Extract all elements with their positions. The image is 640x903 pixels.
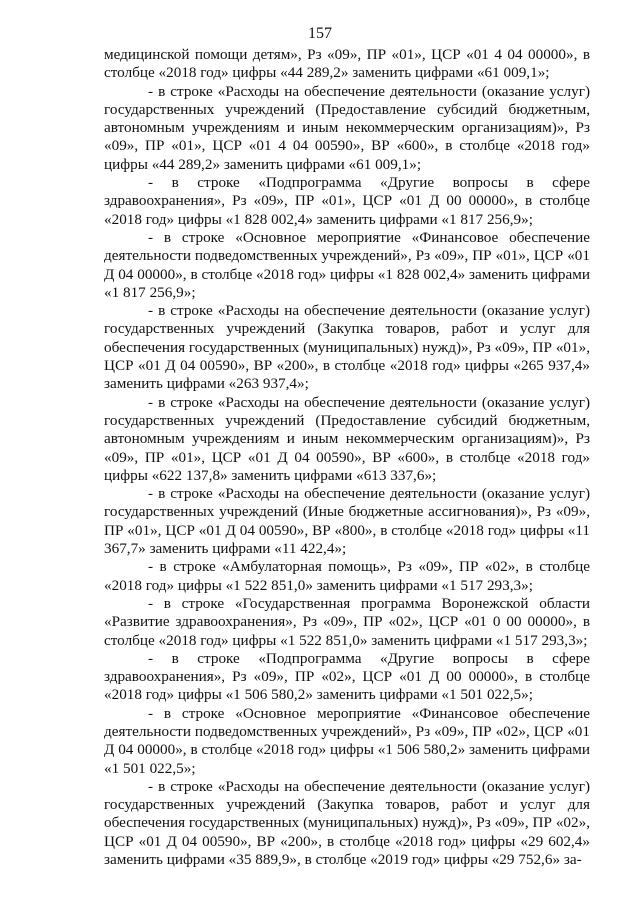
document-body <box>104 46 590 869</box>
paragraph-continuation: медицинской помощи детям», Рз «09», ПР «01», ЦСР «01 4 04 00000», в столбце «2018 год» цифры «44 289,2» заменить цифрами «61 009,1»; <box>104 46 590 82</box>
paragraph-line-item: - в строке «Амбулаторная помощь», Рз «09», ПР «02», в столбце «2018 год» цифры «1 522 851,0» заменить цифрами «1 517 293,3»; <box>104 558 590 594</box>
paragraph-line-item: - в строке «Расходы на обеспечение деятельности (оказание услуг) государственных учреждений (Закупка товаров, работ и услуг для обеспечения государственных (муниципальных) нужд)», Рз «09», ПР «01», ЦСР «01 Д 04 00590», ВР «200», в столбце «2018 год» цифры «265 937,4» заменить цифрами «263 937,4»; <box>104 302 590 393</box>
paragraph-line-item: - в строке «Основное мероприятие «Финансовое обеспечение деятельности подведомственных учреждений», Рз «09», ПР «01», ЦСР «01 Д 04 00000», в столбце «2018 год» цифры «1 828 002,4» заменить цифрами «1 817 256,9»; <box>104 228 590 301</box>
paragraph-line-item: - в строке «Расходы на обеспечение деятельности (оказание услуг) государственных учреждений (Закупка товаров, работ и услуг для обеспечения государственных (муниципальных) нужд)», Рз «09», ПР «02», ЦСР «01 Д 04 00590», ВР «200», в столбце «2018 год» цифры «29 602,4» заменить цифрами «35 889,9», в столбце «2019 год» цифры «29 752,6» за- <box>104 777 590 869</box>
paragraph-line-item: - в строке «Расходы на обеспечение деятельности (оказание услуг) государственных учреждений (Предоставление субсидий бюджетным, автономным учреждениям и иным некоммерческим организациям)», Рз «09», ПР «01», ЦСР «01 4 04 00590», ВР «600», в столбце «2018 год» цифры «44 289,2» заменить цифрами «61 009,1»; <box>104 82 590 173</box>
paragraph-line-item: - в строке «Основное мероприятие «Финансовое обеспечение деятельности подведомственных учреждений», Рз «09», ПР «02», ЦСР «01 Д 04 00000», в столбце «2018 год» цифры «1 506 580,2» заменить цифрами «1 501 022,5»; <box>104 704 590 777</box>
paragraph-line-item: - в строке «Расходы на обеспечение деятельности (оказание услуг) государственных учреждений (Иные бюджетные ассигнования)», Рз «09», ПР «01», ЦСР «01 Д 04 00590», ВР «800», в столбце «2018 год» цифры «11 367,7» заменить цифрами «11 422,4»; <box>104 485 590 558</box>
paragraph-line-item: - в строке «Подпрограмма «Другие вопросы в сфере здравоохранения», Рз «09», ПР «01», ЦСР «01 Д 00 00000», в столбце «2018 год» цифры «1 828 002,4» заменить цифрами «1 817 256,9»; <box>104 174 590 228</box>
paragraph-line-item: - в строке «Расходы на обеспечение деятельности (оказание услуг) государственных учреждений (Предоставление субсидий бюджетным, автономным учреждениям и иным некоммерческим организациям)», Рз «09», ПР «01», ЦСР «01 Д 04 00590», ВР «600», в столбце «2018 год» цифры «622 137,8» заменить цифрами «613 337,6»; <box>104 393 590 484</box>
paragraph-line-item: - в строке «Подпрограмма «Другие вопросы в сфере здравоохранения», Рз «09», ПР «02», ЦСР «01 Д 00 00000», в столбце «2018 год» цифры «1 506 580,2» заменить цифрами «1 501 022,5»; <box>104 649 590 704</box>
paragraph-line-item: - в строке «Государственная программа Воронежской области «Развитие здравоохранения», Рз «09», ПР «02», ЦСР «01 0 00 00000», в столбце «2018 год» цифры «1 522 851,0» заменить цифрами «1 517 293,3»; <box>104 594 590 649</box>
page-number: 157 <box>308 25 332 42</box>
